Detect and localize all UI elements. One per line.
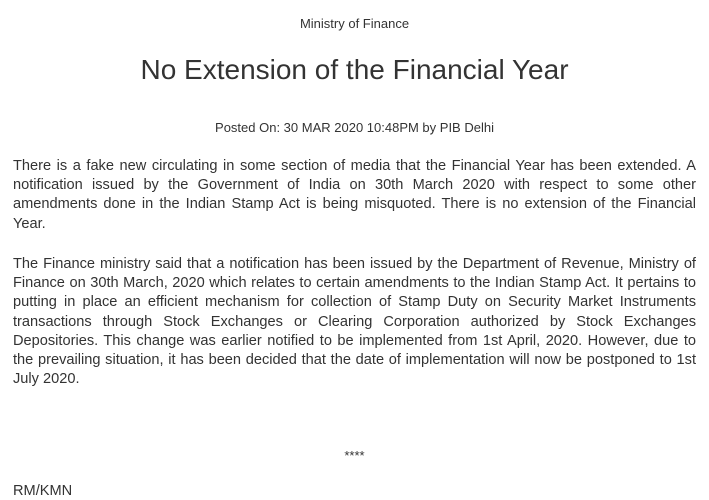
signature: RM/KMN <box>13 483 73 499</box>
separator: **** <box>344 448 365 463</box>
ministry-name: Ministry of Finance <box>299 16 410 31</box>
body-paragraph: There is a fake new circulating in some section of media that the Financial Year has been extended. A notification issued by the Government of India on 30th March 2020 with respect to some other amendments done in the Indian Stamp Act is being misquoted. There is no extension of the Financial Year. <box>13 158 696 232</box>
posted-info: Posted On: 30 MAR 2020 10:48PM by PIB Delhi <box>215 120 494 135</box>
body-paragraph: The Finance ministry said that a notification has been issued by the Department of Revenue, Ministry of Finance on 30th March, 2020 which relates to certain amendments to the Indian Stamp Act. It pertains to putting in place an efficient mechanism for collection of Stamp Duty on Security Market Instruments transactions through Stock Exchanges or Clearing Corporation authorized by Stock Exchanges Depositories. This change was earlier notified to be implemented from 1st April, 2020. However, due to the prevailing situation, it has been decided that the date of implementation will now be postponed to 1st July 2020. <box>13 256 696 388</box>
page-title: No Extension of the Financial Year <box>140 54 569 85</box>
